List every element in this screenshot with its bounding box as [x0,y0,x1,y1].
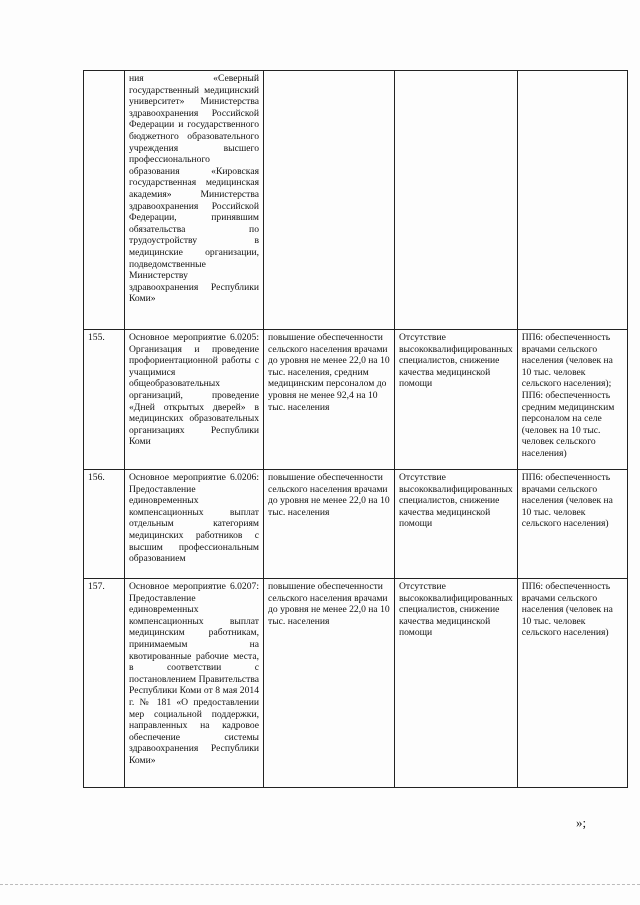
activity-cell: Основное мероприятие 6.0207: Предоставление единовременных компенсационных выплат медицинским работникам, принимаемым на квотированные рабочие места, в соответствии с постановлением Правительства Республики Коми от 8 мая 2014 г. № 181 «О предоставлении мер социальной поддержки, направленных на кадровое обеспечение системы здравоохранения Республики Коми» [125,579,264,788]
table-row [84,470,628,579]
risk-cell: Отсутствие высококвалифицированных специалистов, снижение качества медицинской помощи [395,579,518,788]
table-row [84,330,628,470]
row-number [84,71,125,330]
indicator-cell [517,71,627,330]
risk-cell: Отсутствие высококвалифицированных специалистов, снижение качества медицинской помощи [395,330,518,470]
result-cell: повышение обеспеченности сельского населения врачами до уровня не менее 22,0 на 10 тыс. населения [264,470,395,579]
indicator-cell: ПП6: обеспеченность врачами сельского населения (человек на 10 тыс. человек сельского населения); ПП6: обеспеченность средним медицинским персоналом на селе (человек на 10 тыс. человек сельского населения) [517,330,627,470]
risk-cell [395,71,518,330]
row-number: 157. [84,579,125,788]
indicator-cell: ПП6: обеспеченность врачами сельского населения (человек на 10 тыс. человек сельского населения) [517,470,627,579]
indicator-cell: ПП6: обеспеченность врачами сельского населения (человек на 10 тыс. человек сельского населения) [517,579,627,788]
row-number: 155. [84,330,125,470]
table-row [84,579,628,788]
result-cell: повышение обеспеченности сельского населения врачами до уровня не менее 22,0 на 10 тыс. населения, средним медицинским персоналом до уровня не менее 92,4 на 10 тыс. населения [264,330,395,470]
risk-cell: Отсутствие высококвалифицированных специалистов, снижение качества медицинской помощи [395,470,518,579]
row-number: 156. [84,470,125,579]
activity-cell: ния «Северный государственный медицинский университет» Министерства здравоохранения Российской Федерации и государственного бюджетного образовательного учреждения высшего профессионального образования «Кировская государственная медицинская академия» Министерства здравоохранения Российской Федерации, принявшим обязательства по трудоустройству в медицинские организации, подведомственные Министерству здравоохранения Республики Коми» [125,71,264,330]
result-cell [264,71,395,330]
scan-edge-line [0,884,640,885]
result-cell: повышение обеспеченности сельского населения врачами до уровня не менее 22,0 на 10 тыс. населения [264,579,395,788]
table-row [84,71,628,330]
closing-quote-mark: »; [576,815,587,830]
activity-cell: Основное мероприятие 6.0205: Организация и проведение профориентационной работы с учащимися общеобразовательных организаций, проведение «Дней открытых дверей» в медицинских образовательных организациях Республики Коми [125,330,264,470]
activity-cell: Основное мероприятие 6.0206: Предоставление единовременных компенсационных выплат отдельным категориям медицинских работников с высшим профессиональным образованием [125,470,264,579]
program-table [83,70,628,788]
